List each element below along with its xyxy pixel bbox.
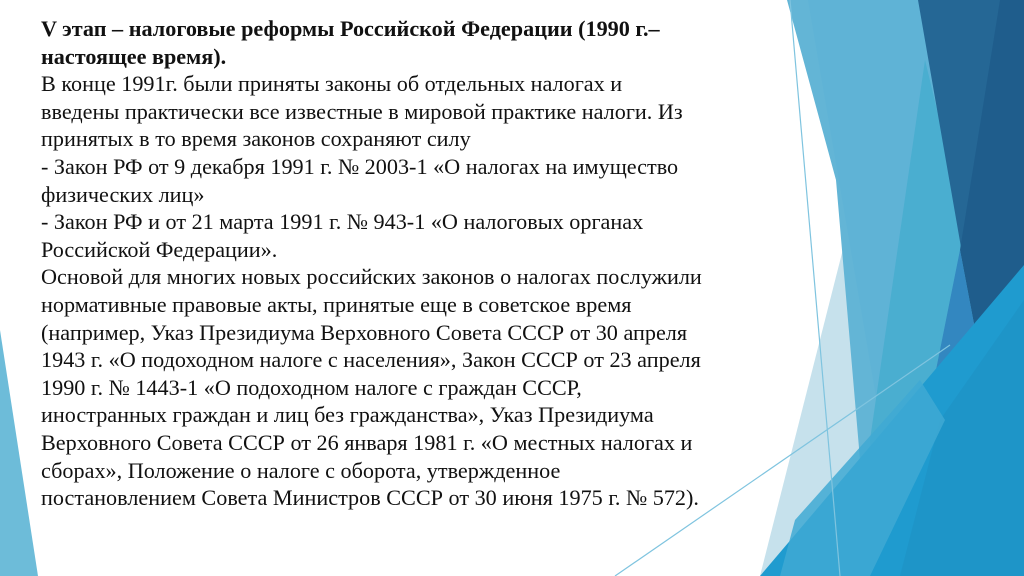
body-line: - Закон РФ и от 21 марта 1991 г. № 943-1 «О налоговых органах — [41, 209, 644, 235]
body-line: принятых в то время законов сохраняют силу — [41, 126, 471, 152]
body-line: (например, Указ Президиума Верховного Совета СССР от 30 апреля — [41, 319, 688, 345]
body-line: нормативные правовые акты, принятые еще в советское время — [41, 291, 632, 317]
body-line: сборах», Положение о налоге с оборота, утвержденное — [41, 457, 561, 483]
body-line: Российской Федерации». — [41, 236, 278, 262]
body-line: - Закон РФ от 9 декабря 1991 г. № 2003-1 «О налогах на имущество — [41, 153, 679, 179]
body-line: 1990 г. № 1443-1 «О подоходном налоге с граждан СССР, — [41, 374, 582, 400]
slide-text-body — [41, 15, 821, 512]
slide-title-line-2: настоящее время). — [41, 43, 227, 69]
body-line: Верховного Совета СССР от 26 января 1981 г. «О местных налогах и — [41, 429, 693, 455]
body-line: введены практически все известные в мировой практике налоги. Из — [41, 98, 683, 124]
body-line: В конце 1991г. были приняты законы об отдельных налогах и — [41, 71, 623, 97]
body-line: постановлением Совета Министров СССР от 30 июня 1975 г. № 572). — [41, 485, 699, 511]
body-line: физических лиц» — [41, 181, 205, 207]
body-line: иностранных граждан и лиц без гражданства», Указ Президиума — [41, 402, 654, 428]
left-accent-triangle — [0, 330, 38, 576]
slide-title-line-1: V этап – налоговые реформы Российской Федерации (1990 г.– — [41, 16, 660, 41]
body-line: 1943 г. «О подоходном налоге с населения», Закон СССР от 23 апреля — [41, 347, 701, 373]
body-line: Основой для многих новых российских законов о налогах послужили — [41, 264, 702, 290]
